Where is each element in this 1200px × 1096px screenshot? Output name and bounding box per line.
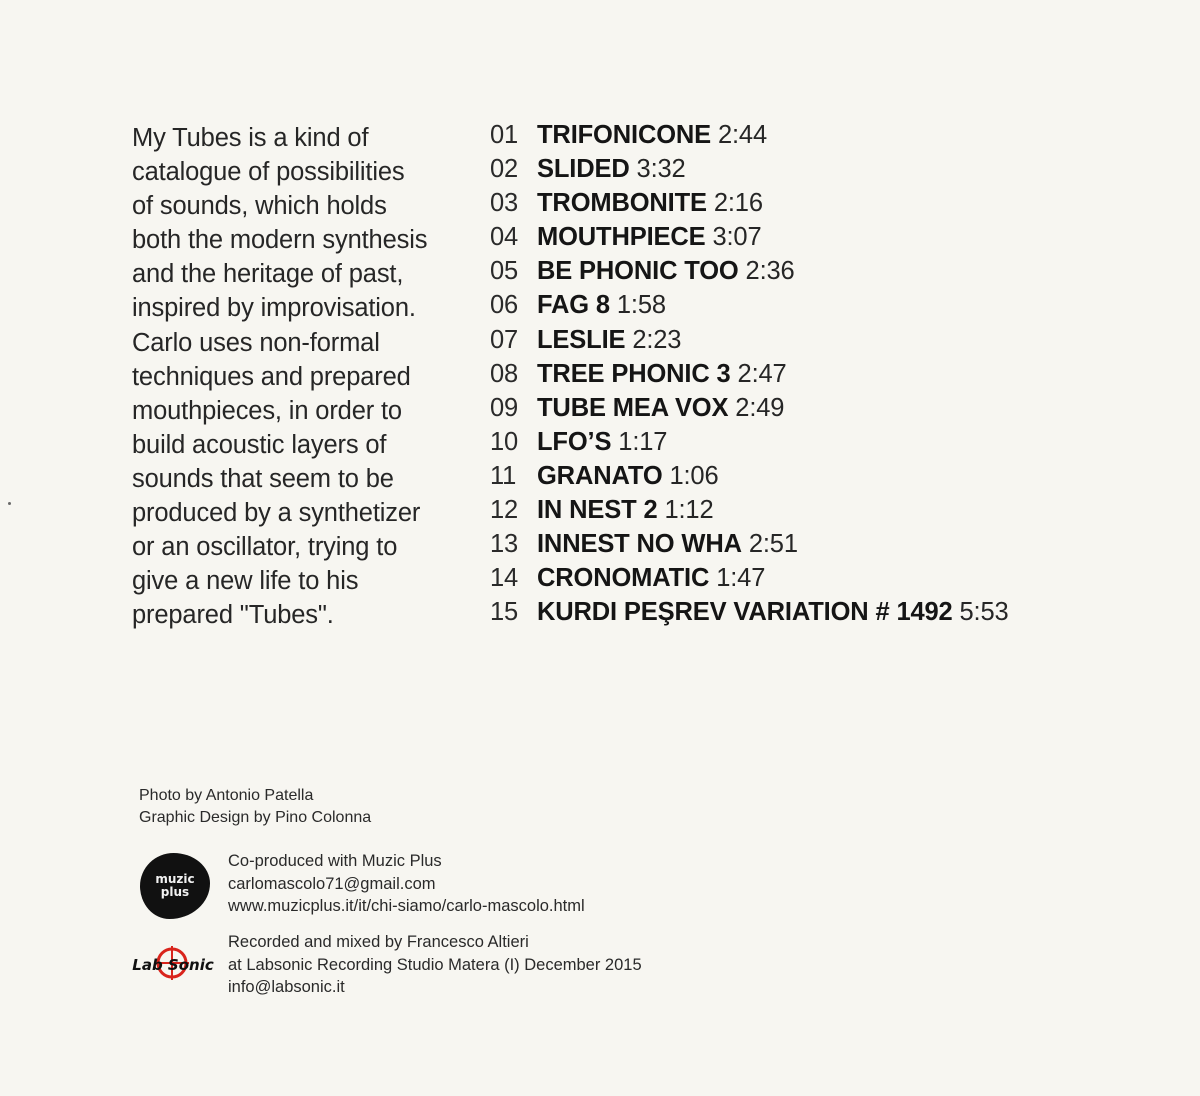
print-speck <box>8 502 11 505</box>
track-title: MOUTHPIECE <box>537 223 706 252</box>
coproduced-text: Co-produced with Muzic Plus <box>228 852 442 870</box>
track-title: TROMBONITE <box>537 189 707 218</box>
track-row <box>490 493 1009 527</box>
description-line: prepared "Tubes". <box>132 601 334 630</box>
muzic-plus-logo <box>140 853 210 919</box>
track-number: 03 <box>490 189 519 218</box>
track-number: 06 <box>490 291 519 320</box>
description-line: sounds that seem to be <box>132 464 394 493</box>
track-row <box>490 288 1009 322</box>
track-number: 07 <box>490 325 519 354</box>
track-row <box>490 357 1009 391</box>
track-title: TREE PHONIC 3 <box>537 359 731 388</box>
labsonic-logo <box>131 946 215 980</box>
labsonic-email: info@labsonic.it <box>228 978 345 996</box>
website-url: www.muzicplus.it/it/chi-siamo/carlo-mascolo.html <box>228 897 585 915</box>
track-number: 10 <box>490 427 519 456</box>
description-line: give a new life to his <box>132 567 359 596</box>
description-line: Carlo uses non-formal <box>132 328 380 357</box>
track-duration: 2:16 <box>713 189 763 218</box>
track-row <box>490 323 1009 357</box>
description-line: build acoustic layers of <box>132 430 387 459</box>
track-number: 01 <box>490 121 519 149</box>
track-row <box>490 391 1009 425</box>
description-line: catalogue of possibilities <box>132 158 405 187</box>
photo-credit: Photo by Antonio Patella <box>139 787 314 804</box>
track-duration: 5:53 <box>959 598 1009 627</box>
track-title: TRIFONICONE <box>537 121 712 149</box>
credits <box>139 785 371 829</box>
track-title: TUBE MEA VOX <box>537 393 729 422</box>
labsonic-logo-text: Lab Sonic <box>132 956 214 974</box>
track-number: 15 <box>490 598 519 627</box>
track-title: INNEST NO WHA <box>537 530 742 559</box>
description-line: both the modern synthesis <box>132 226 428 255</box>
description-line: and the heritage of past, <box>132 260 404 289</box>
track-number: 12 <box>490 496 519 525</box>
track-duration: 1:06 <box>669 461 719 490</box>
track-duration: 1:17 <box>618 427 668 456</box>
track-row <box>490 254 1009 288</box>
studio-text: at Labsonic Recording Studio Matera (I) December 2015 <box>228 955 642 974</box>
description-line: My Tubes is a kind of <box>132 124 369 152</box>
track-duration: 2:47 <box>737 359 787 388</box>
track-number: 08 <box>490 359 519 388</box>
track-duration: 2:51 <box>748 530 798 559</box>
track-title: GRANATO <box>537 461 663 490</box>
track-row <box>490 118 1009 152</box>
muzic-logo-text: muzic <box>155 872 195 886</box>
track-title: CRONOMATIC <box>537 564 710 593</box>
track-duration: 2:44 <box>717 121 767 149</box>
description-line: produced by a synthetizer <box>132 499 421 528</box>
track-title: LESLIE <box>537 325 626 354</box>
track-title: SLIDED <box>537 155 630 184</box>
track-title: FAG 8 <box>537 291 610 320</box>
track-row <box>490 186 1009 220</box>
track-row <box>490 561 1009 595</box>
track-number: 05 <box>490 257 519 286</box>
track-row <box>490 595 1009 629</box>
description-line: techniques and prepared <box>132 362 411 391</box>
labsonic-logo-graphic <box>131 946 215 980</box>
contact-email: carlomascolo71@gmail.com <box>228 874 436 893</box>
track-number: 11 <box>490 461 517 490</box>
track-row <box>490 220 1009 254</box>
track-duration: 2:36 <box>745 257 795 286</box>
description-line: mouthpieces, in order to <box>132 396 402 425</box>
description-line: or an oscillator, trying to <box>132 533 398 562</box>
track-row <box>490 527 1009 561</box>
track-duration: 3:32 <box>636 155 686 184</box>
track-row <box>490 425 1009 459</box>
plus-logo-text: plus <box>160 885 190 899</box>
muzic-plus-info <box>228 850 585 918</box>
track-duration: 2:23 <box>632 325 682 354</box>
track-title: LFO’S <box>537 427 612 456</box>
design-credit: Graphic Design by Pino Colonna <box>139 809 372 826</box>
track-duration: 2:49 <box>735 393 785 422</box>
labsonic-info <box>228 931 642 999</box>
track-duration: 3:07 <box>712 223 762 252</box>
description-line: of sounds, which holds <box>132 192 387 221</box>
track-duration: 1:58 <box>616 291 666 320</box>
track-duration: 1:47 <box>716 564 766 593</box>
track-number: 13 <box>490 530 519 559</box>
track-row <box>490 459 1009 493</box>
recorded-by-text: Recorded and mixed by Francesco Altieri <box>228 933 529 951</box>
track-title: IN NEST 2 <box>537 496 658 525</box>
album-description <box>132 121 477 632</box>
track-row <box>490 152 1009 186</box>
description-line: inspired by improvisation. <box>132 294 416 323</box>
track-number: 04 <box>490 223 519 252</box>
tracklist <box>490 118 1009 629</box>
track-title: BE PHONIC TOO <box>537 257 739 286</box>
track-duration: 1:12 <box>664 496 714 525</box>
track-title: KURDI PEŞREV VARIATION # 1492 <box>537 598 953 627</box>
track-number: 02 <box>490 155 519 184</box>
track-number: 14 <box>490 564 519 593</box>
track-number: 09 <box>490 393 519 422</box>
